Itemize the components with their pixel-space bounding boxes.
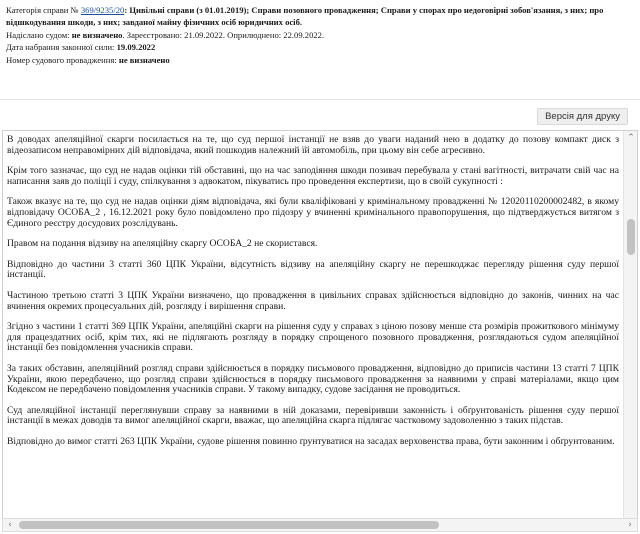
paragraph: Згідно з частини 1 статті 369 ЦПК України, апеляційні скарги на рішення суду у справах з ціною позову менше ста розмірів прожиткового мінімуму для працездатних осіб, крім тих, які не підлягають розгляду в порядку спрощеного позовного провадження, розглядаються судом апеляційної інстанції без повідомлення учасників справи. [7,321,619,354]
paragraph: Також вказує на те, що суд не надав оцінки діям відповідача, які були кваліфіковані у кримінальному провадженні № 12020110200002482, в якому відповідачу ОСОБА_2 , 16.12.2021 року було повідомлено про підозру у вчиненні кримінального правопорушення, що підтверджується витягом з Єдиного реєстру досудових розслідувань. [7,196,619,229]
print-version-button[interactable]: Версія для друку [537,108,628,125]
effective-value: 19.09.2022 [116,42,156,53]
category-text: : Цивільні справи (з 01.01.2019); Справи позовного провадження; Справи у спорах про недоговірні зобов'язання, з них; про відшкодування шкоди, з них; завданої майну фізичних осіб юридичних осіб. [6,5,604,28]
document-toolbar [0,99,640,129]
chevron-right-icon[interactable]: › [628,520,632,530]
document-text [7,135,619,515]
case-number-link[interactable]: 369/9235/20 [80,5,125,15]
chevron-left-icon[interactable]: ‹ [8,520,12,530]
chevron-up-icon[interactable]: ⌃ [627,133,635,143]
case-category-row [6,4,634,29]
received-value: не визначено [71,29,123,40]
paragraph: Відповідно до частини 3 статті 360 ЦПК України, відсутність відзиву на апеляційну скаргу не перешкоджає перегляду рішення суду першої інстанції. [7,258,619,281]
proceeding-value: не визначено [118,54,170,65]
paragraph: Відповідно до вимог статті 263 ЦПК України, судове рішення повинно ґрунтуватися на засадах верховенства права, бути законним і обґрунтованим. [7,435,615,447]
received-row [6,29,634,41]
category-label: Категорія справи № [6,5,79,15]
paragraph: В доводах апеляційної скарги посилається на те, що суд першої інстанції не взяв до уваги наданий нею в додатку до позову компакт диск з відеозаписом неправомірних дій відповідача, який пошкодив належний їй автомобіль, при цьому він себе агресивно. [7,135,619,156]
effective-label: Дата набрання законної сили: [6,42,115,53]
paragraph: За таких обставин, апеляційний розгляд справи здійснюється в порядку письмового провадження, відповідно до приписів частини 13 статті 7 ЦПК України, якою передбачено, що розгляд справи здійснюється в порядку письмового провадження за наявними у справі матеріалами, якщо цим Кодексом не передбачено повідомлення учасників справи. У такому випадку, судове засідання не проводиться. [7,362,619,396]
paragraph: Крім того зазначає, що суд не надав оцінки тій обставині, що на час заподіяння шкоди позивач перебувала у стані вагітності, витрачати свій час на написання заяв до поліції і суду, спілкування з адвокатом, пікуватись про проведення експертизи, що в своїй сукупності : [7,165,619,187]
case-metadata [0,0,640,99]
vertical-scrollbar[interactable] [623,131,637,520]
paragraph: Правом на подання відзиву на апеляційну скаргу ОСОБА_2 не скористався. [7,238,318,250]
paragraph: Суд апеляційної інстанції переглянувши справу за наявними в ній доказами, перевіривши законність і обґрунтованість рішення суду першої інстанції в межах доводів та вимог апеляційної скарги, вважає, що апеляційна скарга підлягає частковому задоволенню з таких підстав. [7,404,619,427]
horizontal-scroll-thumb[interactable] [19,521,439,529]
vertical-scroll-thumb[interactable] [627,219,635,255]
effective-date-row [6,41,634,53]
paragraph: Частиною третьою статті 3 ЦПК України визначено, що провадження в цивільних справах здійснюється відповідно до законів, чинних на час вчинення окремих процесуальних дій, розгляду і вирішення справи. [7,289,619,312]
proceeding-label: Номер судового провадження: [6,54,117,65]
proceeding-row [6,54,634,66]
document-viewer[interactable] [2,130,638,520]
registered-text: . Зареєстровано: 21.09.2022. Оприлюднено: 22.09.2022. [122,29,325,40]
horizontal-scrollbar[interactable] [2,518,638,532]
received-label: Надіслано судом: [6,29,70,40]
